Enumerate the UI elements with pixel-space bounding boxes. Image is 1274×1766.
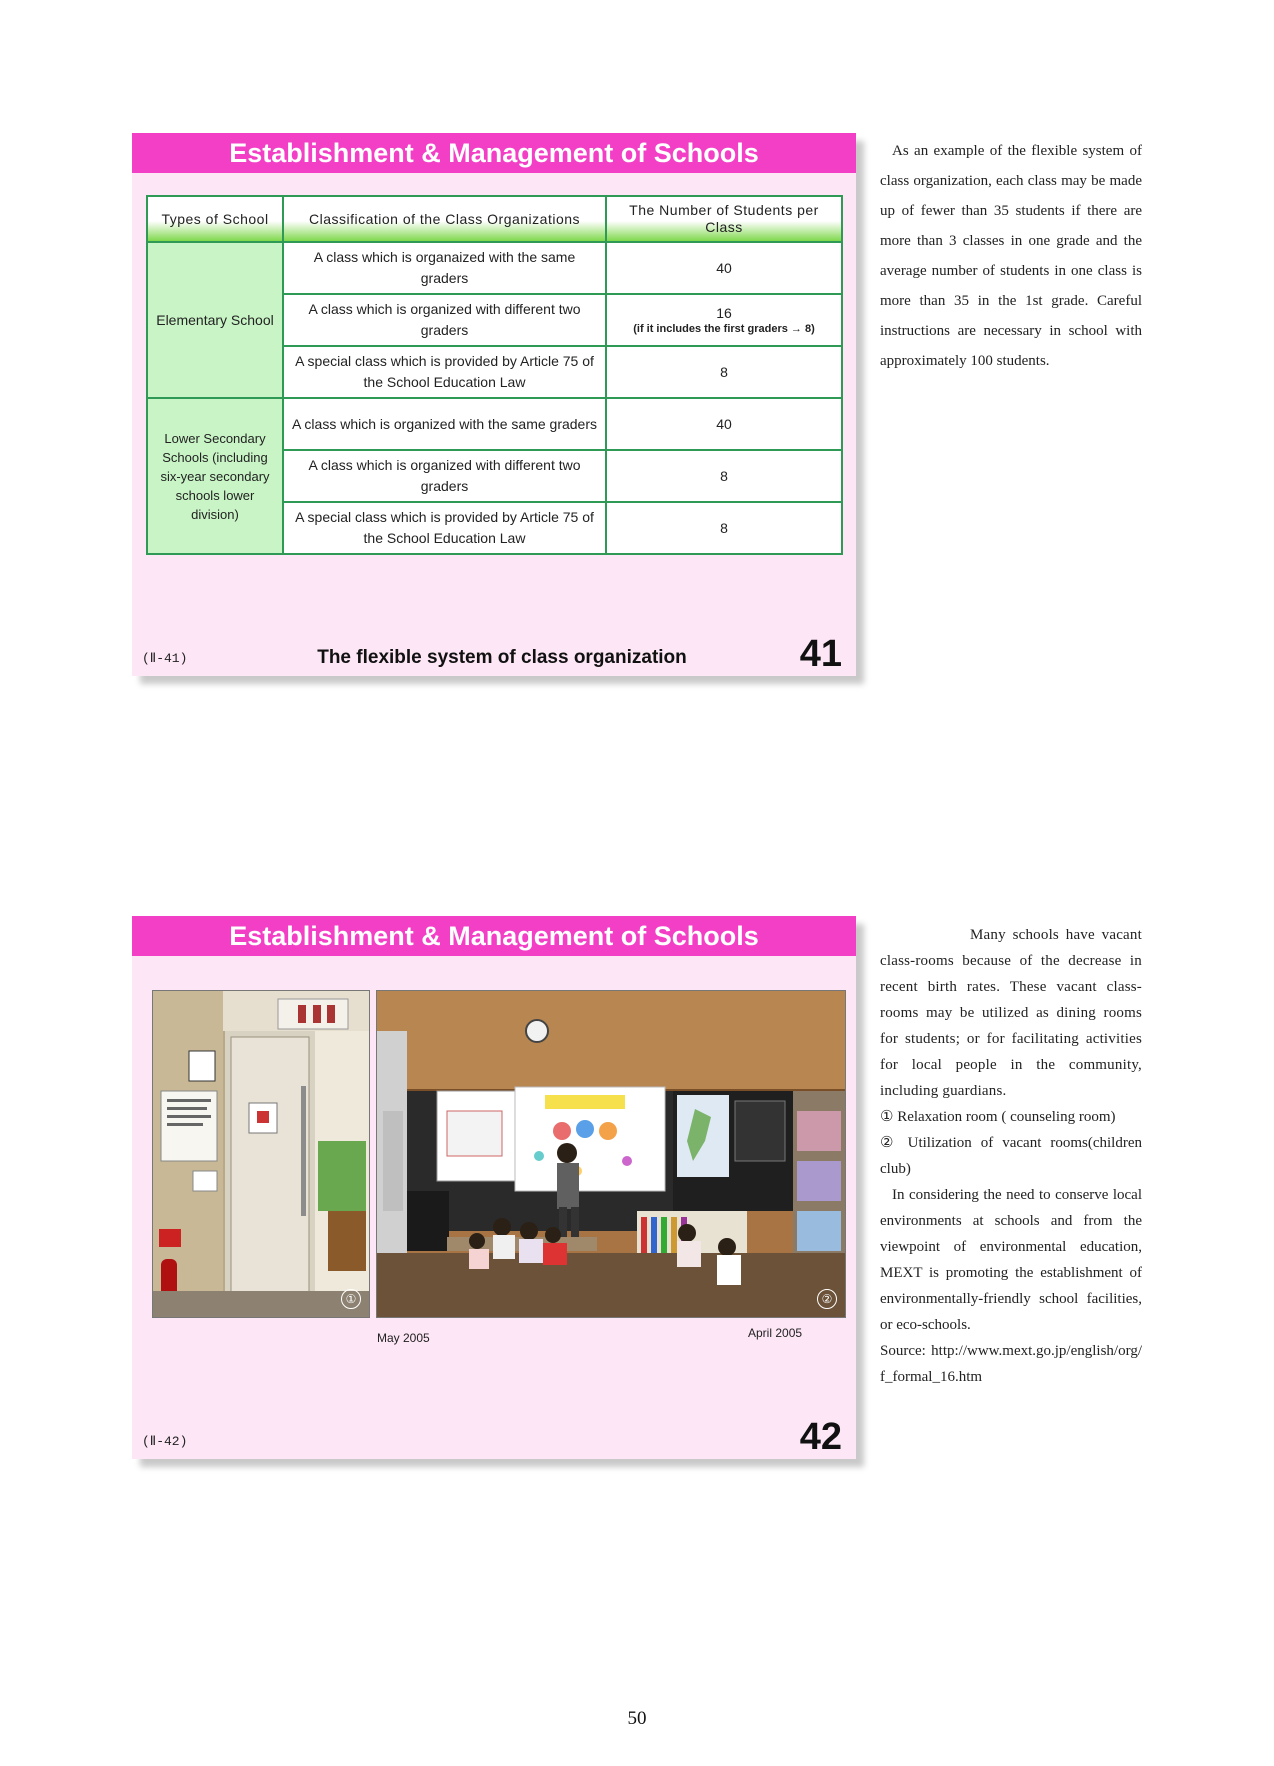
photo-marker-2: ②: [817, 1289, 837, 1309]
number-cell: 8: [606, 346, 842, 398]
header-number: The Number of Students per Class: [606, 196, 842, 242]
slide-ref: (Ⅱ-41): [142, 651, 188, 666]
slide-page-number: 42: [799, 1416, 842, 1458]
classification-cell: A class which is organaized with the same graders: [283, 242, 606, 294]
note-paragraph: In considering the need to conserve local environments at schools and from the viewpoint of environmental education, MEXT is promoting the establishment of environmentally-friendly school facilities, or eco-schools.: [880, 1187, 1142, 1333]
number-cell: 8: [606, 450, 842, 502]
classification-cell: A special class which is provided by Article 75 of the School Education Law: [283, 346, 606, 398]
type-lower-secondary: Lower Secondary Schools (including six-year secondary schools lower division): [147, 398, 283, 554]
slide-ref: (Ⅱ-42): [142, 1434, 188, 1449]
photo-marker-1: ①: [341, 1289, 361, 1309]
note-list-item-1: ① Relaxation room ( counseling room): [880, 1109, 1116, 1125]
number-cell: 40: [606, 242, 842, 294]
slide-42: [132, 916, 856, 1459]
number-cell: 8: [606, 502, 842, 554]
slide-page-number: 41: [799, 633, 842, 675]
classification-cell: A class which is organized with different two graders: [283, 450, 606, 502]
photo-2-date: April 2005: [748, 1326, 803, 1340]
photo-1-date: May 2005: [377, 1331, 430, 1345]
number-cell: 40: [606, 398, 842, 450]
classification-cell: A class which is organized with the same graders: [283, 398, 606, 450]
slide-41: [132, 133, 856, 676]
class-organization-table: [146, 195, 843, 555]
number-cell: [606, 294, 842, 346]
slide-banner: Establishment & Management of Schools: [132, 916, 856, 956]
slide-caption: The flexible system of class organization: [317, 647, 687, 668]
number-note: (if it includes the first graders → 8): [633, 323, 815, 335]
slide-banner: Establishment & Management of Schools: [132, 133, 856, 173]
photo-children-club: [376, 990, 846, 1318]
page-number: 50: [627, 1708, 647, 1729]
classification-cell: A class which is organized with different two graders: [283, 294, 606, 346]
note-paragraph: As an example of the flexible system of class organization, each class may be made up of fewer than 35 students if there are more than 3 classes in one grade and the average number of students in one class is more than 35 in the 1st grade. Careful instructions are necessary in school with approximately 100 students.: [880, 143, 1142, 369]
note-source: Source: http://www.mext.go.jp/english/org/f_formal_16.htm: [880, 1343, 1142, 1385]
photo-relaxation-room: [152, 990, 370, 1318]
children-club-image: [377, 991, 845, 1317]
note-paragraph: Many schools have vacant class-rooms because of the decrease in recent birth rates. These vacant class-rooms may be utilized as dining rooms for students; or for facilitating activities for local people in the community, including guardians.: [880, 927, 1142, 1099]
header-types: Types of School: [147, 196, 283, 242]
table-row: [147, 398, 842, 450]
note-list-item-2: ② Utilization of vacant rooms(children club): [880, 1135, 1142, 1177]
header-classification: Classification of the Class Organizations: [283, 196, 606, 242]
classification-cell: A special class which is provided by Article 75 of the School Education Law: [283, 502, 606, 554]
type-elementary: Elementary School: [147, 242, 283, 398]
slide-42-note: [880, 922, 1142, 1390]
table-header-row: [147, 196, 842, 242]
table-row: [147, 242, 842, 294]
slide-41-note: [880, 136, 1142, 376]
number-value: 16: [716, 305, 732, 321]
relaxation-room-image: [153, 991, 369, 1317]
